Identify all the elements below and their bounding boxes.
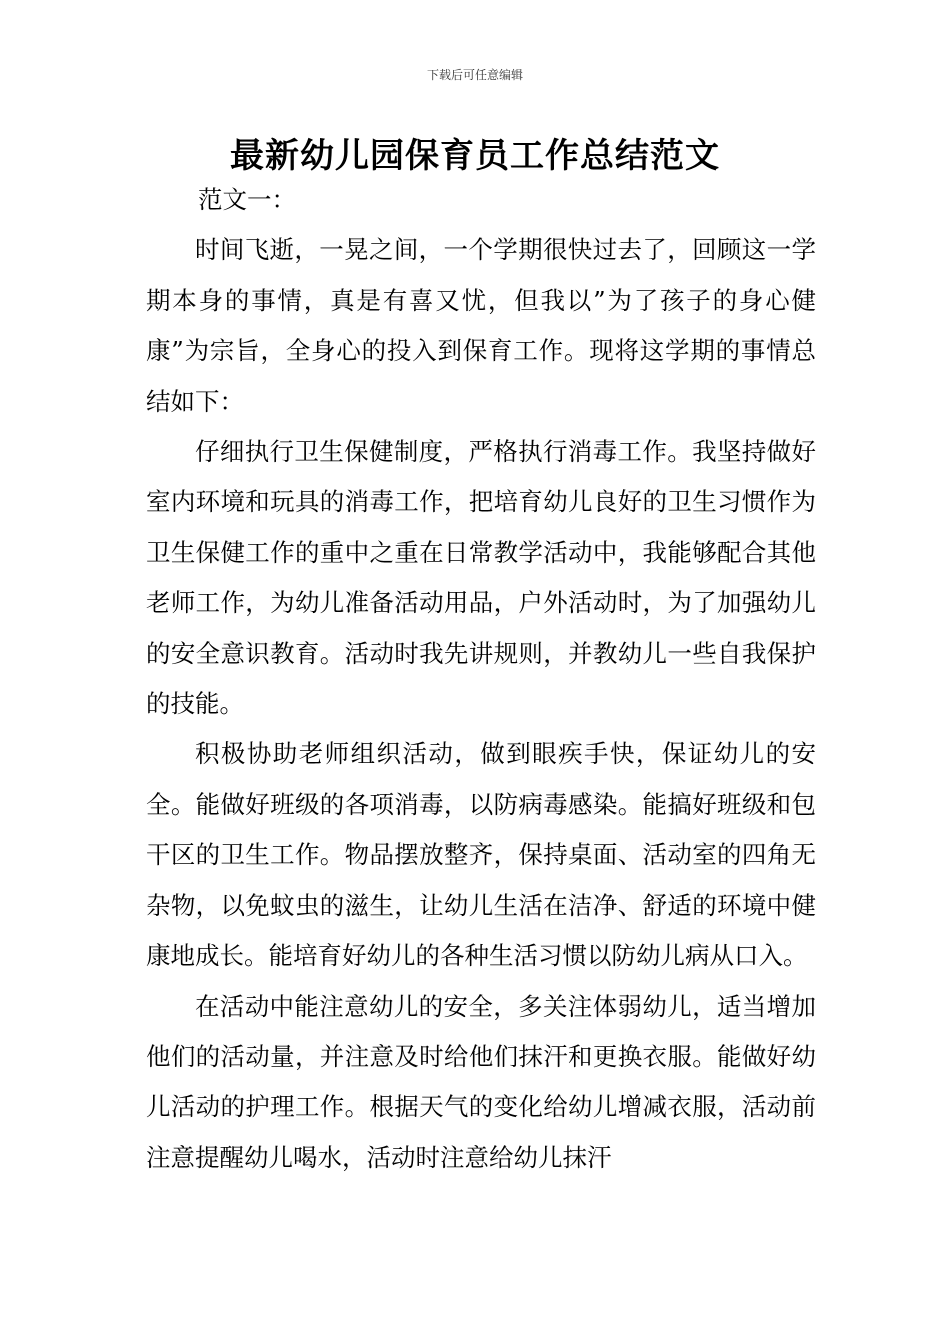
section-label: 范文一：: [198, 185, 296, 214]
paragraph: 在活动中能注意幼儿的安全，多关注体弱幼儿，适当增加他们的活动量，并注意及时给他们抹汗和更换衣服。能做好幼儿活动的护理工作。根据天气的变化给幼儿增减衣服，活动前注意提醒幼儿喝水，活动时注意给幼儿抹汗: [146, 991, 816, 1172]
header-note: 下载后可任意编辑: [426, 68, 523, 82]
document-title: 最新幼儿园保育员工作总结范文: [230, 136, 720, 176]
document-body: [146, 175, 816, 1183]
paragraph: 仔细执行卫生保健制度，严格执行消毒工作。我坚持做好室内环境和玩具的消毒工作，把培育幼儿良好的卫生习惯作为卫生保健工作的重中之重在日常教学活动中，我能够配合其他老师工作，为幼儿准备活动用品，户外活动时，为了加强幼儿的安全意识教育。活动时我先讲规则，并教幼儿一些自我保护的技能。: [146, 437, 816, 719]
paragraph: 积极协助老师组织活动，做到眼疾手快，保证幼儿的安全。能做好班级的各项消毒，以防病毒感染。能搞好班级和包干区的卫生工作。物品摆放整齐，保持桌面、活动室的四角无杂物，以免蚊虫的滋生，让幼儿生活在洁净、舒适的环境中健康地成长。能培育好幼儿的各种生活习惯以防幼儿病从口入。: [146, 739, 816, 971]
paragraph: 时间飞逝，一晃之间，一个学期很快过去了，回顾这一学期本身的事情，真是有喜又忧，但我以”为了孩子的身心健康”为宗旨，全身心的投入到保育工作。现将这学期的事情总结如下：: [146, 235, 816, 416]
